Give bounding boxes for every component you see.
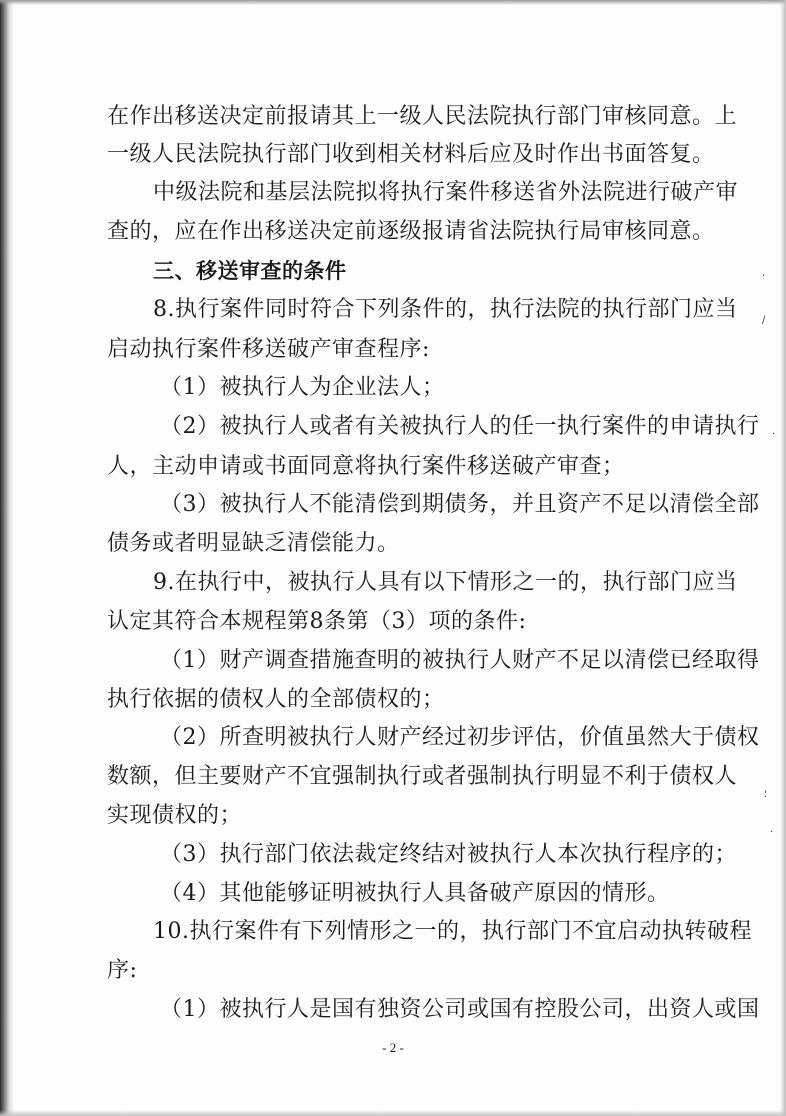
page-number: - 2 - <box>382 1040 404 1055</box>
list-item: （1）被执行人是国有独资公司或国有控股公司，出资人或国 <box>160 997 760 1022</box>
list-item: （4）其他能够证明被执行人具备破产原因的情形。 <box>160 881 670 906</box>
list-item: （1）财产调查措施查明的被执行人财产不足以清偿已经取得 <box>160 648 760 673</box>
scan-edge-top <box>0 0 786 5</box>
body-line: 启动执行案件移送破产审查程序: <box>107 337 430 362</box>
list-item: （3）执行部门依法裁定终结对被执行人本次执行程序的； <box>160 842 737 867</box>
scan-edge-left <box>0 0 14 1116</box>
scan-speck: · <box>762 271 766 282</box>
list-item: （2）被执行人或者有关被执行人的任一执行案件的申请执行 <box>160 414 760 439</box>
scan-edge-right <box>780 0 786 1116</box>
section-heading: 三、移送审查的条件 <box>153 259 347 283</box>
body-line: 执行依据的债权人的全部债权的； <box>107 687 445 712</box>
body-line: 人，主动申请或书面同意将执行案件移送破产审查； <box>107 454 625 479</box>
scan-speck: / <box>762 315 766 326</box>
body-line: 10.执行案件有下列情形之一的，执行部门不宜启动执转破程 <box>153 919 752 944</box>
body-line: 一级人民法院执行部门收到相关材料后应及时作出书面答复。 <box>107 142 715 167</box>
body-line: 债务或者明显缺乏清偿能力。 <box>107 531 400 556</box>
body-line: 实现债权的； <box>107 803 243 828</box>
body-line: 9.在执行中，被执行人具有以下情形之一的，执行部门应当 <box>153 570 738 595</box>
body-line: 认定其符合本规程第8条第（3）项的条件: <box>107 609 527 634</box>
body-line: 序: <box>107 958 138 983</box>
body-line: 8.执行案件同时符合下列条件的，执行法院的执行部门应当 <box>153 297 738 322</box>
scan-speck: ⸵ <box>764 789 767 800</box>
body-line: 在作出移送决定前报请其上一级人民法院执行部门审核同意。上 <box>107 104 738 129</box>
scan-speck: · <box>772 429 776 440</box>
list-item: （3）被执行人不能清偿到期债务，并且资产不足以清偿全部 <box>160 492 760 517</box>
body-line: 查的，应在作出移送决定前逐级报请省法院执行局审核同意。 <box>107 219 715 244</box>
scan-speck: · <box>770 827 774 838</box>
list-item: （1）被执行人为企业法人； <box>160 375 445 400</box>
body-line: 中级法院和基层法院拟将执行案件移送省外法院进行破产审 <box>153 180 739 205</box>
list-item: （2）所查明被执行人财产经过初步评估，价值虽然大于债权 <box>160 725 760 750</box>
body-line: 数额，但主要财产不宜强制执行或者强制执行明显不利于债权人 <box>107 764 738 789</box>
scan-edge-bottom <box>0 1110 786 1116</box>
